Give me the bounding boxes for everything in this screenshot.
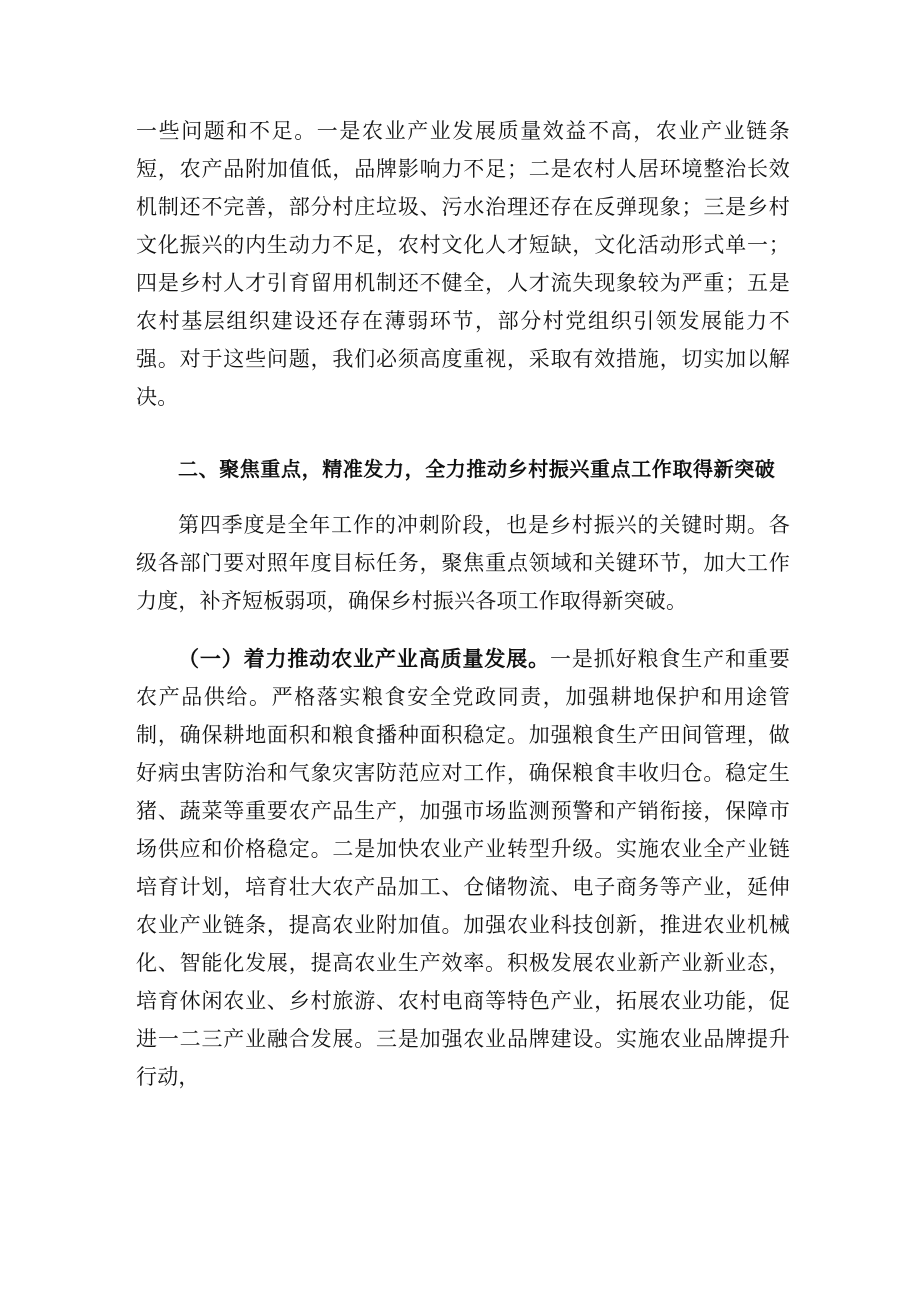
paragraph-subsection-1 [136,640,790,1096]
subsection-lead: （一）着力推动农业产业高质量发展。 [178,647,550,671]
document-page [136,112,790,1096]
paragraph-problems: 一些问题和不足。一是农业产业发展质量效益不高，农业产业链条短，农产品附加值低，品牌影响力不足；二是农村人居环境整治长效机制还不完善，部分村庄垃圾、污水治理还存在反弹现象；三是乡村文化振兴的内生动力不足，农村文化人才短缺，文化活动形式单一；四是乡村人才引育留用机制还不健全，人才流失现象较为严重；五是农村基层组织建设还存在薄弱环节，部分村党组织引领发展能力不强。对于这些问题，我们必须高度重视，采取有效措施，切实加以解决。 [136,119,790,409]
section-heading: 二、聚焦重点，精准发力，全力推动乡村振兴重点工作取得新突破 [178,457,776,481]
paragraph-intro: 第四季度是全年工作的冲刺阶段，也是乡村振兴的关键时期。各级各部门要对照年度目标任务，聚焦重点领域和关键环节，加大工作力度，补齐短板弱项，确保乡村振兴各项工作取得新突破。 [136,513,790,613]
subsection-body: 一是抓好粮食生产和重要农产品供给。严格落实粮食安全党政同责，加强耕地保护和用途管制，确保耕地面积和粮食播种面积稳定。加强粮食生产田间管理，做好病虫害防治和气象灾害防范应对工作，确保粮食丰收归仓。稳定生猪、蔬菜等重要农产品生产，加强市场监测预警和产销衔接，保障市场供应和价格稳定。二是加快农业产业转型升级。实施农业全产业链培育计划，培育壮大农产品加工、仓储物流、电子商务等产业，延伸农业产业链条，提高农业附加值。加强农业科技创新，推进农业机械化、智能化发展，提高农业生产效率。积极发展农业新产业新业态，培育休闲农业、乡村旅游、农村电商等特色产业，拓展农业功能，促进一二三产业融合发展。三是加强农业品牌建设。实施农业品牌提升行动， [136,647,790,1089]
paragraph-gap [136,620,790,640]
